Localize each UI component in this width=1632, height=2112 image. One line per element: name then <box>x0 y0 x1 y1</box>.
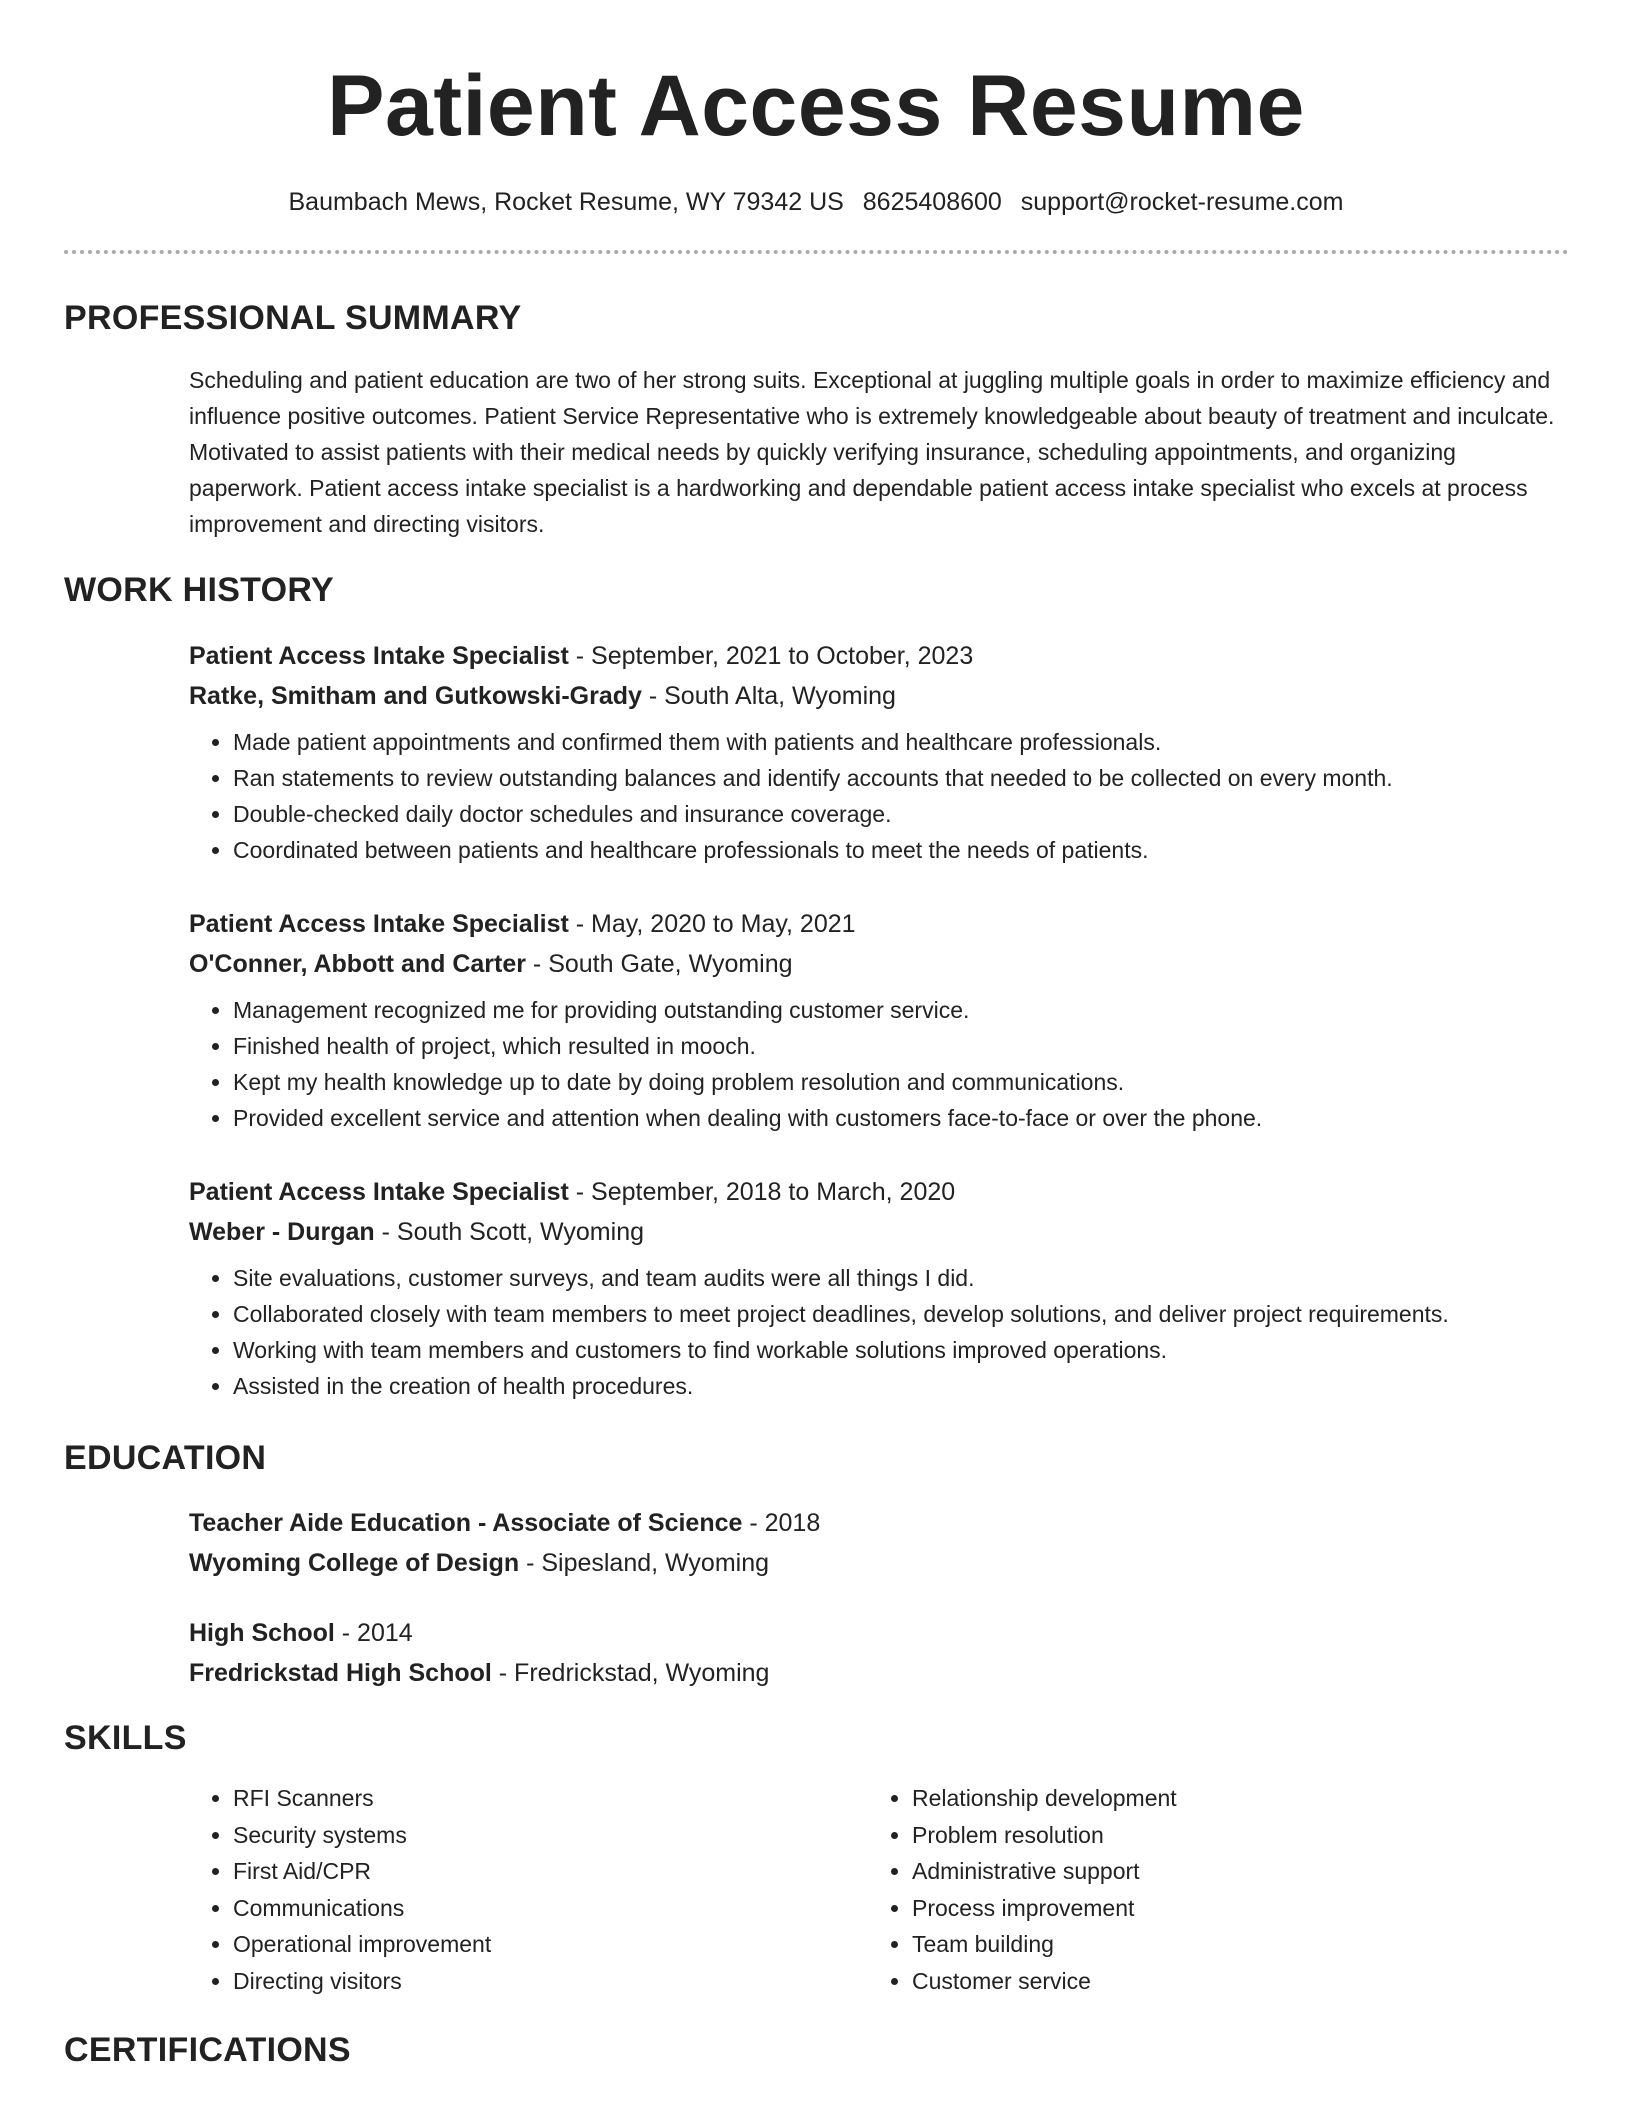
skill-item: • Relationship development <box>912 1780 1468 1817</box>
job-dates: - September, 2018 to March, 2020 <box>568 1178 956 1206</box>
job-title: Patient Access Intake Specialist <box>189 642 569 670</box>
skill-item: • Customer service <box>912 1963 1468 2000</box>
contact-email: support@rocket-resume.com <box>1020 188 1344 216</box>
job-bullet: • Management recognized me for providing outstanding customer service. <box>233 992 1569 1028</box>
job-bullet: • Assisted in the creation of health procedures. <box>233 1368 1569 1404</box>
job-company: Ratke, Smitham and Gutkowski-Grady <box>189 682 642 710</box>
section-title-skills: SKILLS <box>64 1719 187 1757</box>
education-location: - Fredrickstad, Wyoming <box>491 1659 770 1687</box>
job-title-line <box>189 1172 1569 1212</box>
job-company-line <box>189 1212 1569 1252</box>
job-bullet: • Ran statements to review outstanding balances and identify accounts that needed to be collected on every month. <box>233 760 1569 796</box>
job-bullets <box>189 1260 1569 1404</box>
job-title: Patient Access Intake Specialist <box>189 910 569 938</box>
education-school: Wyoming College of Design <box>189 1549 520 1577</box>
skill-item: • Communications <box>233 1890 789 1927</box>
skill-item: • Operational improvement <box>233 1926 789 1963</box>
skill-item: • Administrative support <box>912 1853 1468 1890</box>
skill-item: • Problem resolution <box>912 1817 1468 1854</box>
job-company: O'Conner, Abbott and Carter <box>189 950 526 978</box>
education-entry <box>189 1503 1569 1583</box>
job-company-line <box>189 944 1569 984</box>
section-title-work-history: WORK HISTORY <box>64 571 334 609</box>
job-location: - South Alta, Wyoming <box>641 682 896 710</box>
section-title-education: EDUCATION <box>64 1439 267 1477</box>
education-location: - Sipesland, Wyoming <box>519 1549 770 1577</box>
job-bullet: • Site evaluations, customer surveys, and team audits were all things I did. <box>233 1260 1569 1296</box>
skills-list <box>868 1780 1468 1999</box>
job-bullet: • Collaborated closely with team members to meet project deadlines, develop solutions, and deliver project requirements. <box>233 1296 1569 1332</box>
job-bullet: • Provided excellent service and attention when dealing with customers face-to-face or over the phone. <box>233 1100 1569 1136</box>
job-bullet: • Coordinated between patients and healthcare professionals to meet the needs of patients. <box>233 832 1569 868</box>
job-location: - South Gate, Wyoming <box>525 950 793 978</box>
header-divider <box>64 250 1569 254</box>
education-year: - 2018 <box>742 1509 821 1537</box>
job-bullets <box>189 992 1569 1136</box>
section-title-certifications: CERTIFICATIONS <box>64 2031 351 2069</box>
job-title: Patient Access Intake Specialist <box>189 1178 569 1206</box>
job-company-line <box>189 676 1569 716</box>
job-title-line <box>189 904 1569 944</box>
skills-column-left <box>189 1780 789 1999</box>
job-bullet: • Double-checked daily doctor schedules and insurance coverage. <box>233 796 1569 832</box>
summary-text: Scheduling and patient education are two of her strong suits. Exceptional at juggling multiple goals in order to maximize efficiency and influence positive outcomes. Patient Service Representative who is extremely knowledgeable about beauty of treatment and inculcate. Motivated to assist patients with their medical needs by quickly verifying insurance, scheduling appointments, and organizing paperwork. Patient access intake specialist is a hardworking and dependable patient access intake specialist who excels at process improvement and directing visitors. <box>189 367 1555 537</box>
job-title-line <box>189 636 1569 676</box>
job-dates: - September, 2021 to October, 2023 <box>568 642 974 670</box>
job-dates: - May, 2020 to May, 2021 <box>568 910 856 938</box>
skills-list <box>189 1780 789 1999</box>
education-school-line <box>189 1653 1569 1693</box>
education-degree-line <box>189 1613 1569 1653</box>
job-bullet: • Working with team members and customers to find workable solutions improved operations. <box>233 1332 1569 1368</box>
education-year: - 2014 <box>334 1619 413 1647</box>
contact-line <box>0 187 1632 217</box>
job-bullet: • Kept my health knowledge up to date by doing problem resolution and communications. <box>233 1064 1569 1100</box>
education-entry <box>189 1613 1569 1693</box>
job-bullets <box>189 724 1569 868</box>
education-degree: Teacher Aide Education - Associate of Science <box>189 1509 743 1537</box>
skill-item: • Team building <box>912 1926 1468 1963</box>
skill-item: • RFI Scanners <box>233 1780 789 1817</box>
skill-item: • First Aid/CPR <box>233 1853 789 1890</box>
job-bullet: • Finished health of project, which resulted in mooch. <box>233 1028 1569 1064</box>
education-school: Fredrickstad High School <box>189 1659 492 1687</box>
resume-title: Patient Access Resume <box>327 58 1305 154</box>
job-entry <box>189 1172 1569 1404</box>
job-location: - South Scott, Wyoming <box>374 1218 644 1246</box>
section-title-summary: PROFESSIONAL SUMMARY <box>64 299 522 337</box>
summary-block <box>189 362 1569 542</box>
education-school-line <box>189 1543 1569 1583</box>
education-degree: High School <box>189 1619 335 1647</box>
job-entry <box>189 636 1569 868</box>
job-company: Weber - Durgan <box>189 1218 375 1246</box>
skill-item: • Process improvement <box>912 1890 1468 1927</box>
education-degree-line <box>189 1503 1569 1543</box>
job-bullet: • Made patient appointments and confirmed them with patients and healthcare professionals. <box>233 724 1569 760</box>
job-entry <box>189 904 1569 1136</box>
skills-column-right <box>868 1780 1468 1999</box>
skill-item: • Directing visitors <box>233 1963 789 2000</box>
skill-item: • Security systems <box>233 1817 789 1854</box>
contact-address: Baumbach Mews, Rocket Resume, WY 79342 US <box>288 188 844 216</box>
contact-phone: 8625408600 <box>862 188 1002 216</box>
